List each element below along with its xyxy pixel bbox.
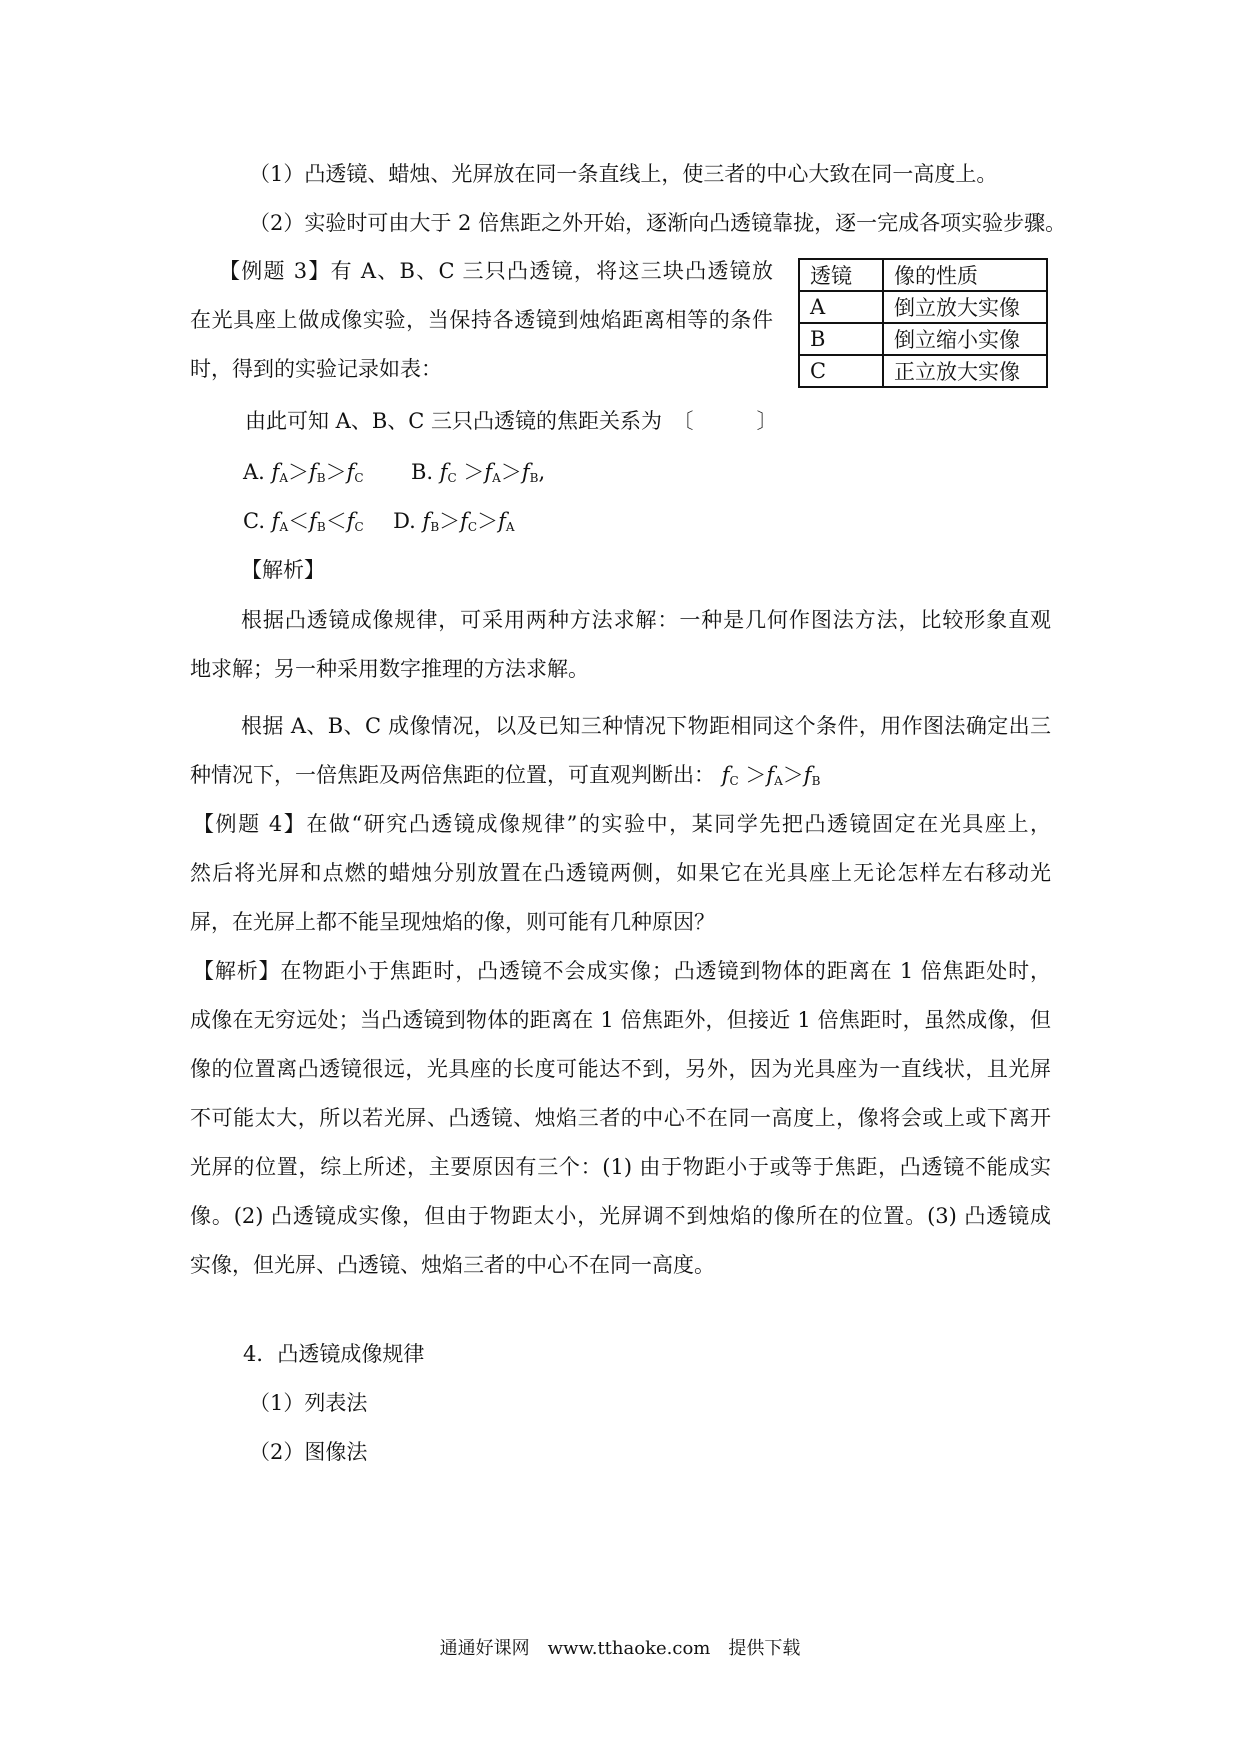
option-d-label: D. — [393, 509, 423, 533]
table-row — [799, 323, 1047, 355]
focal-symbol: f — [308, 460, 317, 484]
lens-table — [798, 258, 1048, 388]
focal-symbol: f — [521, 460, 530, 484]
table-cell: A — [799, 291, 883, 323]
subscript: B — [316, 471, 326, 485]
relation: ＞ — [463, 460, 485, 484]
example-4-line-1: 【例题 4】在做“研究凸透镜成像规律”的实验中，某同学先把凸透镜固定在光具座上， — [193, 812, 1051, 836]
subscript: C — [729, 774, 739, 788]
subscript: A — [774, 774, 783, 788]
answer-line-2: 成像在无穷远处；当凸透镜到物体的距离在 1 倍焦距外，但接近 1 倍焦距时，虽然成像，但 — [190, 1008, 1051, 1032]
section-4-title: 4．凸透镜成像规律 — [243, 1342, 425, 1366]
table-cell: 倒立放大实像 — [883, 291, 1047, 323]
example-3-question: 由此可知 A、B、C 三只凸透镜的焦距关系为 〔 〕 — [245, 409, 778, 433]
example-4-line-2: 然后将光屏和点燃的蜡烛分别放置在凸透镜两侧，如果它在光具座上无论怎样左右移动光 — [190, 861, 1051, 885]
option-a-label: A. — [243, 460, 272, 484]
options-a-b: A. $f_A>f_B>f_C$ B. $f_C >f_A>f_B$, — [243, 460, 546, 485]
focal-symbol: f — [460, 509, 468, 533]
table-cell: 倒立缩小实像 — [883, 323, 1047, 355]
options-c-d — [243, 507, 515, 535]
subscript: A — [492, 471, 501, 485]
example-3-line-3: 时，得到的实验记录如表： — [190, 357, 442, 381]
subscript: C — [447, 471, 457, 485]
relation: ＞ — [477, 509, 499, 533]
subscript: C — [354, 520, 364, 534]
focal-symbol: f — [439, 460, 448, 484]
relation: ＜ — [288, 509, 310, 533]
table-header-cell: 透镜 — [799, 259, 883, 291]
table-header-row — [799, 259, 1047, 291]
example-3-line-2: 在光具座上做成像实验，当保持各透镜到烛焰距离相等的条件 — [190, 308, 773, 332]
subscript: B — [811, 774, 821, 788]
focal-symbol: f — [309, 509, 317, 533]
table-cell: B — [799, 323, 883, 355]
table-row — [799, 291, 1047, 323]
focal-symbol: f — [271, 509, 280, 533]
focal-symbol: f — [498, 509, 506, 533]
focal-symbol: f — [271, 460, 280, 484]
relation: ＞ — [745, 763, 767, 787]
analysis-para-2-line-2 — [190, 761, 820, 789]
subscript: A — [279, 520, 289, 534]
section-4-item-1: （1）列表法 — [249, 1391, 368, 1415]
option-c-label: C. — [243, 509, 272, 533]
subscript: B — [529, 471, 539, 485]
focal-symbol: f — [346, 460, 355, 484]
relation: ＞ — [782, 763, 804, 787]
relation: ＞ — [325, 460, 347, 484]
subscript: A — [505, 520, 515, 534]
answer-line-3: 像的位置离凸透镜很远，光具座的长度可能达不到，另外，因为光具座为一直线状，且光屏 — [190, 1057, 1051, 1081]
answer-line-6: 像。(2) 凸透镜成实像，但由于物距太小，光屏调不到烛焰的像所在的位置。(3) 凸透镜成 — [190, 1204, 1051, 1228]
focal-symbol: f — [484, 460, 493, 484]
example-4-line-3: 屏，在光屏上都不能呈现烛焰的像，则可能有几种原因？ — [190, 910, 715, 934]
relation: ＞ — [287, 460, 309, 484]
analysis-para-1-line-2: 地求解；另一种采用数字推理的方法求解。 — [190, 657, 589, 681]
relation: ＜ — [325, 509, 347, 533]
answer-line-4: 不可能太大，所以若光屏、凸透镜、烛焰三者的中心不在同一高度上，像将会或上或下离开 — [190, 1106, 1051, 1130]
analysis-heading: 【解析】 — [241, 558, 325, 582]
answer-line-1: 【解析】在物距小于焦距时，凸透镜不会成实像；凸透镜到物体的距离在 1 倍焦距处时， — [193, 959, 1051, 983]
subscript: B — [316, 520, 326, 534]
table-header-cell: 像的性质 — [883, 259, 1047, 291]
focal-symbol: f — [422, 509, 431, 533]
subscript: C — [354, 471, 364, 485]
option-b-label: B. — [410, 460, 440, 484]
analysis-para-2-line-1: 根据 A、B、C 成像情况，以及已知三种情况下物距相同这个条件，用作图法确定出三 — [241, 714, 1051, 738]
subscript: B — [430, 520, 440, 534]
conclusion-text: 种情况下，一倍焦距及两倍焦距的位置，可直观判断出： — [190, 763, 715, 787]
focal-symbol: f — [346, 509, 355, 533]
table-cell: C — [799, 355, 883, 387]
subscript: C — [467, 520, 478, 534]
relation: ＞ — [439, 509, 461, 533]
analysis-para-1-line-1: 根据凸透镜成像规律，可采用两种方法求解：一种是几何作图法方法，比较形象直观 — [241, 608, 1051, 632]
page-footer: 通通好课网 www.tthaoke.com 提供下载 — [439, 1638, 801, 1659]
focal-symbol: f — [803, 763, 812, 787]
table-cell: 正立放大实像 — [883, 355, 1047, 387]
example-3-line-1: 【例题 3】有 A、B、C 三只凸透镜，将这三块凸透镜放 — [219, 259, 773, 283]
subscript: A — [279, 471, 288, 485]
focal-symbol: f — [721, 763, 730, 787]
focal-symbol: f — [766, 763, 775, 787]
section-4-item-2: （2）图像法 — [249, 1440, 368, 1464]
answer-line-7: 实像，但光屏、凸透镜、烛焰三者的中心不在同一高度。 — [190, 1253, 715, 1277]
relation: ＞ — [500, 460, 522, 484]
step-2: （2）实验时可由大于 2 倍焦距之外开始，逐渐向凸透镜靠拢，逐一完成各项实验步骤。 — [249, 211, 1067, 235]
step-1: （1）凸透镜、蜡烛、光屏放在同一条直线上，使三者的中心大致在同一高度上。 — [249, 162, 998, 186]
table-row — [799, 355, 1047, 387]
answer-line-5: 光屏的位置，综上所述，主要原因有三个：(1) 由于物距小于或等于焦距，凸透镜不能成实 — [190, 1155, 1051, 1179]
